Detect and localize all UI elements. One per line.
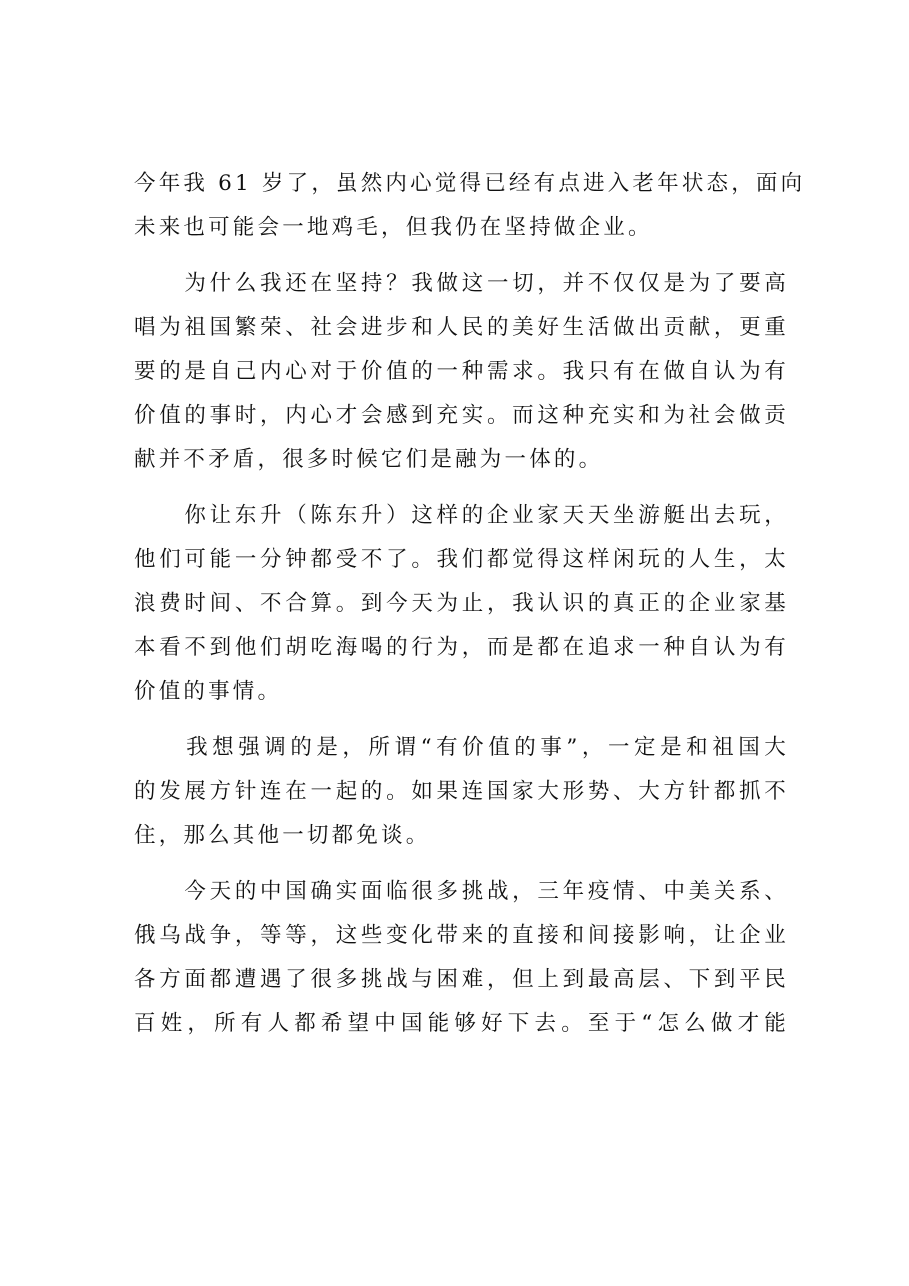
- text-line: 为什么我还在坚持？我做这一切，并不仅仅是为了要高: [134, 271, 789, 296]
- text-line: 价值的事时，内心才会感到充实。而这种充实和为社会做贡: [134, 403, 789, 428]
- text-line: 未来也可能会一地鸡毛，但我仍在坚持做企业。: [134, 215, 653, 240]
- text-line: 的发展方针连在一起的。如果连国家大形势、大方针都抓不: [134, 779, 789, 804]
- paragraph-1: [134, 162, 806, 250]
- text-line: 我想强调的是，所谓“有价值的事”，一定是和祖国大: [134, 735, 789, 760]
- text-line: 住，那么其他一切都免谈。: [134, 823, 431, 848]
- paragraph-5: [134, 870, 789, 1046]
- text-line: 献并不矛盾，很多时候它们是融为一体的。: [134, 447, 604, 472]
- text-line: 俄乌战争，等等，这些变化带来的直接和间接影响，让企业: [134, 923, 789, 948]
- paragraph-3: [134, 494, 789, 714]
- text-line: 他们可能一分钟都受不了。我们都觉得这样闲玩的人生，太: [134, 547, 789, 572]
- text-line: 今天的中国确实面临很多挑战，三年疫情、中美关系、: [134, 879, 789, 904]
- text-line: 百姓，所有人都希望中国能够好下去。至于“怎么做才能: [134, 1011, 789, 1036]
- text-line: 唱为祖国繁荣、社会进步和人民的美好生活做出贡献，更重: [134, 315, 789, 340]
- document-body: [134, 162, 806, 1058]
- paragraph-2: [134, 262, 789, 482]
- text-line: 本看不到他们胡吃海喝的行为，而是都在追求一种自认为有: [134, 635, 789, 660]
- text-line: 浪费时间、不合算。到今天为止，我认识的真正的企业家基: [134, 591, 789, 616]
- text-line: 价值的事情。: [134, 679, 283, 704]
- text-line: 今年我 61 岁了，虽然内心觉得已经有点进入老年状态，面向: [134, 171, 806, 196]
- text-line: 各方面都遭遇了很多挑战与困难，但上到最高层、下到平民: [134, 967, 789, 992]
- text-line: 你让东升（陈东升）这样的企业家天天坐游艇出去玩，: [134, 503, 789, 528]
- text-line: 要的是自己内心对于价值的一种需求。我只有在做自认为有: [134, 359, 789, 384]
- paragraph-4: [134, 726, 789, 858]
